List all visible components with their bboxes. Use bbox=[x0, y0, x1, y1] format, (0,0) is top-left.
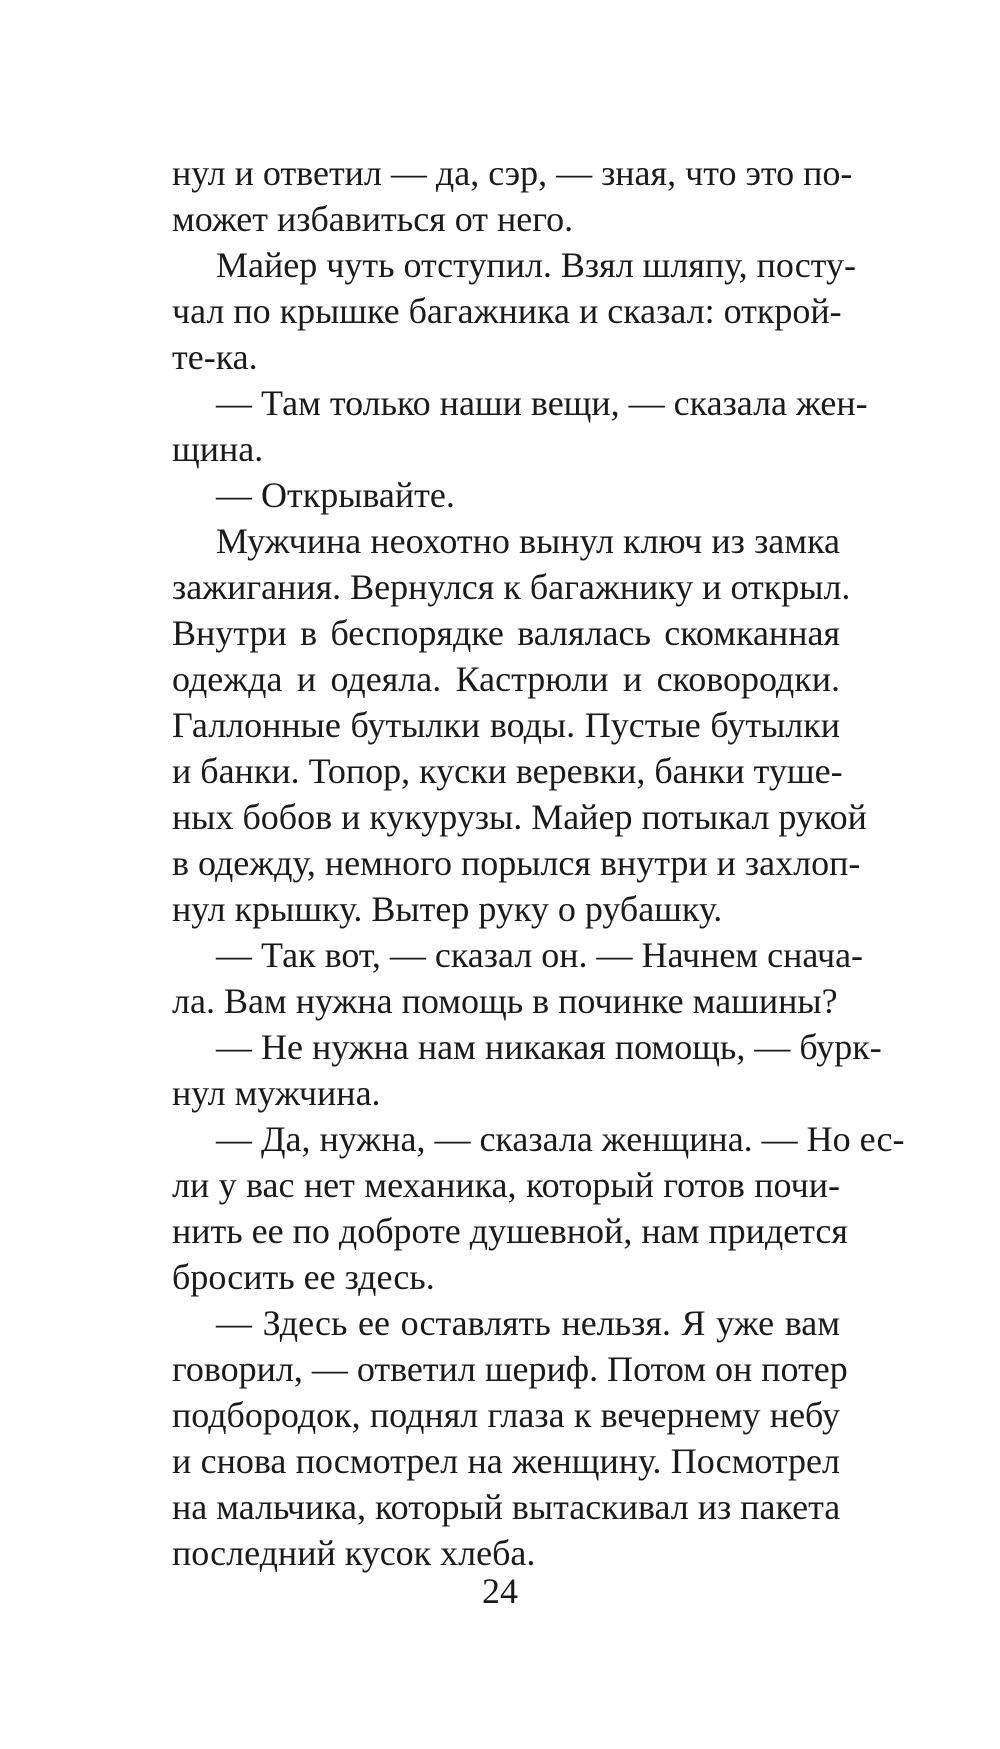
text-line: Галлонные бутылки воды. Пустые бутылки bbox=[172, 705, 840, 745]
text-line: подбородок, поднял глаза к вечернему небу bbox=[172, 1395, 840, 1435]
text-line: нул мужчина. bbox=[172, 1073, 381, 1113]
text-line: ли у вас нет механика, который готов почи- bbox=[172, 1165, 840, 1205]
text-line: — Да, нужна, — сказала женщина. — Но ес- bbox=[216, 1119, 905, 1159]
text-line: одежда и одеяла. Кастрюли и сковородки. bbox=[172, 659, 840, 699]
text-line: нить ее по доброте душевной, нам придется bbox=[172, 1211, 848, 1251]
text-line: — Здесь ее оставлять нельзя. Я уже вам bbox=[216, 1303, 840, 1343]
text-line: зажигания. Вернулся к багажнику и открыл. bbox=[172, 567, 851, 607]
text-line: говорил, — ответил шериф. Потом он потер bbox=[172, 1349, 848, 1389]
page-number: 24 bbox=[482, 1571, 518, 1611]
text-line: нул крышку. Вытер руку о рубашку. bbox=[172, 889, 723, 929]
text-line: — Так вот, — сказал он. — Начнем снача- bbox=[216, 935, 864, 975]
text-line: — Не нужна нам никакая помощь, — бурк- bbox=[216, 1027, 882, 1067]
text-line: может избавиться от него. bbox=[172, 199, 574, 239]
text-line: и банки. Топор, куски веревки, банки туше- bbox=[172, 751, 843, 791]
text-line: — Открывайте. bbox=[216, 475, 455, 515]
text-line: те-ка. bbox=[172, 337, 258, 377]
text-line: и снова посмотрел на женщину. Посмотрел bbox=[172, 1441, 840, 1481]
text-line: Мужчина неохотно вынул ключ из замка bbox=[216, 521, 840, 561]
text-line: Внутри в беспорядке валялась скомканная bbox=[172, 613, 840, 653]
text-line: Майер чуть отступил. Взял шляпу, посту- bbox=[216, 245, 856, 285]
text-line: чал по крышке багажника и сказал: открой- bbox=[172, 291, 842, 331]
text-line: бросить ее здесь. bbox=[172, 1257, 435, 1297]
text-line: последний кусок хлеба. bbox=[172, 1533, 536, 1573]
text-line: щина. bbox=[172, 429, 264, 469]
text-line: ла. Вам нужна помощь в починке машины? bbox=[172, 981, 838, 1021]
text-line: нул и ответил — да, сэр, — зная, что это по- bbox=[172, 153, 853, 193]
text-line: — Там только наши вещи, — сказала жен- bbox=[216, 383, 868, 423]
text-line: ных бобов и кукурузы. Майер потыкал рукой bbox=[172, 797, 867, 837]
text-line: в одежду, немного порылся внутри и захлоп- bbox=[172, 843, 861, 883]
body-text bbox=[172, 150, 905, 1576]
text-line: на мальчика, который вытаскивал из пакета bbox=[172, 1487, 841, 1527]
